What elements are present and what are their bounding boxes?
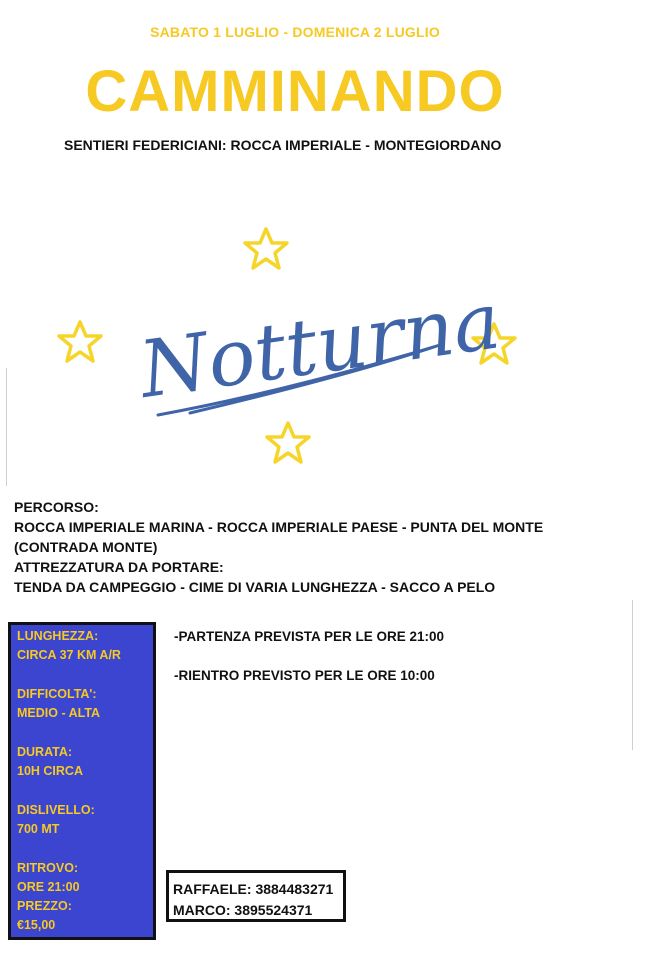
difficolta-value: MEDIO - ALTA	[17, 706, 101, 720]
contact-raffaele: RAFFAELE: 3884483271	[173, 881, 334, 897]
percorso-line2: (CONTRADA MONTE)	[14, 539, 158, 555]
notturna-text: Notturna	[134, 276, 506, 416]
lunghezza-value: CIRCA 37 KM A/R	[17, 648, 121, 662]
ritrovo-value: ORE 21:00	[17, 880, 80, 894]
dislivello-value: 700 MT	[17, 822, 60, 836]
partenza-text: -PARTENZA PREVISTA PER LE ORE 21:00	[174, 629, 445, 644]
stats-box	[8, 622, 156, 940]
attrezzatura-label: ATTREZZATURA DA PORTARE:	[14, 559, 224, 575]
difficolta-label: DIFFICOLTA':	[17, 687, 97, 701]
star-icon-left	[59, 322, 101, 361]
contacts-box	[166, 870, 346, 922]
rientro-text: -RIENTRO PREVISTO PER LE ORE 10:00	[174, 668, 435, 683]
lunghezza-label: LUNGHEZZA:	[17, 629, 99, 643]
dislivello-label: DISLIVELLO:	[17, 803, 95, 817]
star-icon-bottom	[267, 423, 309, 462]
durata-value: 10H CIRCA	[17, 764, 83, 778]
page-title: CAMMINANDO	[85, 59, 505, 124]
event-dates: SABATO 1 LUGLIO - DOMENICA 2 LUGLIO	[150, 24, 440, 40]
right-edge-line	[632, 600, 633, 750]
prezzo-label: PREZZO:	[17, 899, 72, 913]
percorso-line1: ROCCA IMPERIALE MARINA - ROCCA IMPERIALE PAESE - PUNTA DEL MONTE	[14, 519, 544, 535]
left-edge-line	[6, 368, 7, 486]
route-info	[14, 497, 543, 597]
page-subtitle: SENTIERI FEDERICIANI: ROCCA IMPERIALE - MONTEGIORDANO	[64, 137, 502, 153]
prezzo-value: €15,00	[17, 918, 56, 932]
attrezzatura-value: TENDA DA CAMPEGGIO - CIME DI VARIA LUNGHEZZA - SACCO A PELO	[14, 579, 496, 595]
star-icon-top	[245, 229, 287, 268]
ritrovo-label: RITROVO:	[17, 861, 79, 875]
durata-label: DURATA:	[17, 745, 73, 759]
percorso-label: PERCORSO:	[14, 499, 99, 515]
notturna-logo	[40, 215, 560, 475]
contact-marco: MARCO: 3895524371	[173, 902, 313, 918]
